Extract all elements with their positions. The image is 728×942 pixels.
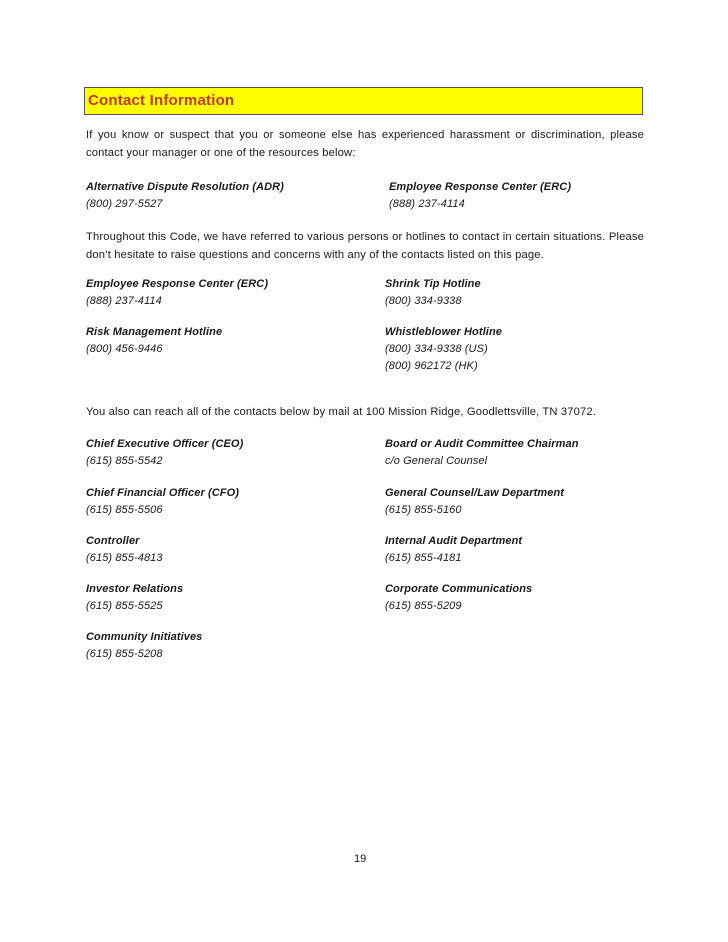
contact-phone: (615) 855-5160: [385, 504, 462, 516]
contact-name: Risk Management Hotline: [86, 326, 223, 338]
contact-name: Alternative Dispute Resolution (ADR): [86, 181, 284, 193]
contact-phone: (615) 855-5209: [385, 600, 462, 612]
contact-phone: (615) 855-5208: [86, 648, 163, 660]
contact-phone: (888) 237-4114: [86, 295, 162, 307]
contact-internal-audit: [385, 533, 522, 567]
contact-erc: [86, 276, 268, 310]
section-heading-bar: [84, 87, 643, 115]
contact-name: Chief Financial Officer (CFO): [86, 487, 240, 499]
mail-paragraph: You also can reach all of the contacts below by mail at 100 Mission Ridge, Goodlettsville, TN 37072.: [86, 406, 597, 418]
contact-community-initiatives: [86, 629, 202, 663]
contact-name: Corporate Communications: [385, 583, 533, 595]
contact-name: Employee Response Center (ERC): [389, 181, 572, 193]
contact-name: Chief Executive Officer (CEO): [86, 438, 244, 450]
contact-name: Investor Relations: [86, 583, 184, 595]
contact-name: Internal Audit Department: [385, 535, 523, 547]
contact-name: General Counsel/Law Department: [385, 487, 565, 499]
section-title: Contact Information: [88, 92, 235, 109]
contact-name: Controller: [86, 535, 140, 547]
contact-phone: (800) 334-9338: [385, 295, 462, 307]
contact-phone: (888) 237-4114: [389, 198, 465, 210]
contact-name: Whistleblower Hotline: [385, 326, 502, 338]
contact-phone-hk: (800) 962172 (HK): [385, 360, 478, 372]
contact-name: Community Initiatives: [86, 631, 203, 643]
contact-investor-relations: [86, 581, 183, 615]
contact-name: Shrink Tip Hotline: [385, 278, 481, 290]
contact-erc-primary: [389, 179, 571, 213]
contact-detail: c/o General Counsel: [385, 455, 488, 467]
contact-phone: (615) 855-4813: [86, 552, 163, 564]
contact-phone: (615) 855-5542: [86, 455, 163, 467]
contact-shrink-tip-hotline: [385, 276, 481, 310]
contact-ceo: [86, 436, 243, 470]
contact-corporate-communications: [385, 581, 532, 615]
contact-adr: [86, 179, 284, 213]
contact-cfo: [86, 485, 239, 519]
contact-phone-us: (800) 334-9338 (US): [385, 343, 488, 355]
contact-general-counsel: [385, 485, 564, 519]
contact-board-chairman: [385, 436, 579, 470]
contact-risk-management-hotline: [86, 324, 222, 358]
contact-whistleblower-hotline: [385, 324, 502, 375]
contact-phone: (615) 855-5525: [86, 600, 163, 612]
contact-controller: [86, 533, 163, 567]
contact-phone: (800) 456-9446: [86, 343, 163, 355]
contact-phone: (615) 855-4181: [385, 552, 462, 564]
contact-name: Employee Response Center (ERC): [86, 278, 269, 290]
page-number: 19: [354, 853, 367, 865]
intro-paragraph: If you know or suspect that you or someone else has experienced harassment or discrimination, please contact your manager or one of the resources below:: [86, 129, 644, 159]
contact-phone: (800) 297-5527: [86, 198, 163, 210]
contact-phone: (615) 855-5506: [86, 504, 163, 516]
referral-paragraph: Throughout this Code, we have referred to various persons or hotlines to contact in certain situations. Please don’t hesitate to raise questions and concerns with any of the contacts listed on this page.: [86, 231, 644, 261]
contact-name: Board or Audit Committee Chairman: [385, 438, 579, 450]
